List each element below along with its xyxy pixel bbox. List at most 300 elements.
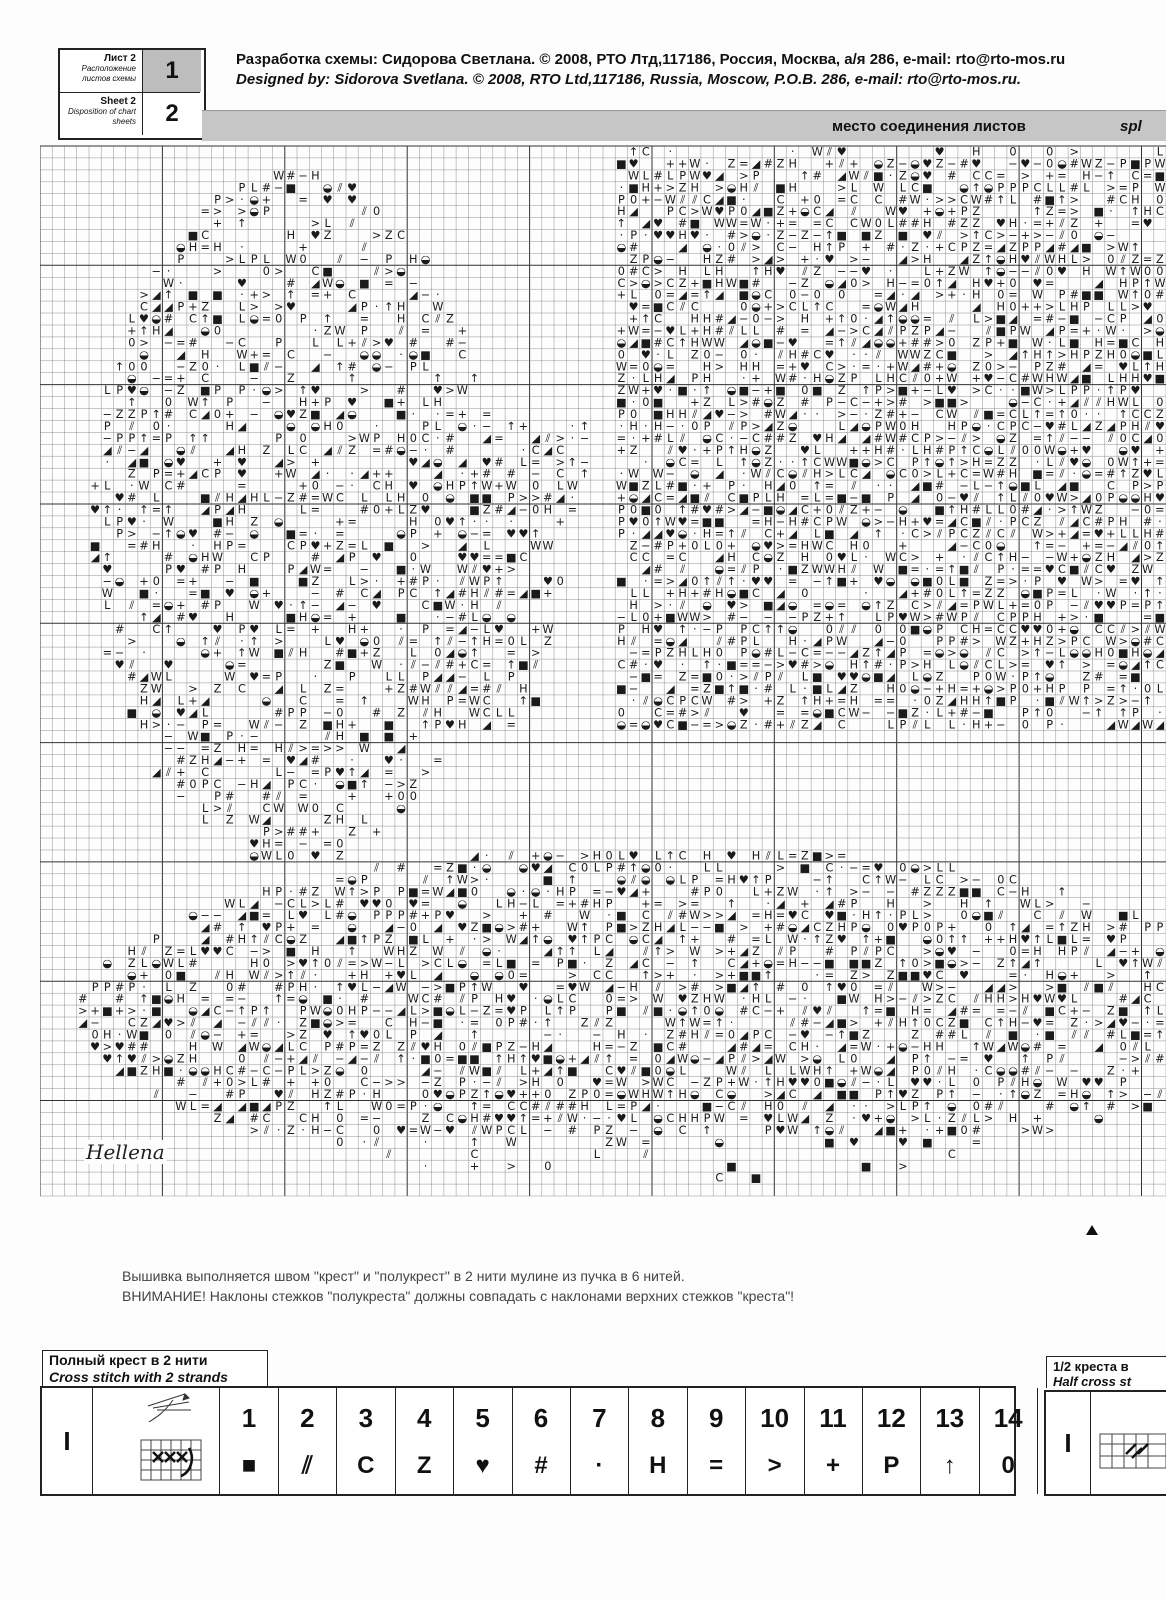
svg-text:#: # xyxy=(1093,670,1104,684)
svg-text:+: + xyxy=(212,1076,223,1090)
svg-text:⫽: ⫽ xyxy=(851,622,857,636)
svg-text:♥: ♥ xyxy=(481,563,492,577)
svg-text:⫽: ⫽ xyxy=(802,467,808,481)
svg-text:C: C xyxy=(788,1040,797,1054)
svg-text:■: ■ xyxy=(199,384,211,398)
svg-text:+: + xyxy=(261,193,272,207)
svg-text:·: · xyxy=(1047,336,1052,350)
svg-text:+: + xyxy=(751,372,761,386)
svg-text:♥: ♥ xyxy=(408,897,419,911)
svg-text:Z: Z xyxy=(311,575,320,589)
svg-text:■: ■ xyxy=(762,599,774,612)
svg-text:+: + xyxy=(224,408,235,421)
svg-text:−: − xyxy=(151,264,162,278)
svg-text:C: C xyxy=(996,527,1005,541)
svg-text:P: P xyxy=(666,205,674,219)
svg-text:W: W xyxy=(946,408,958,421)
svg-text:−: − xyxy=(800,956,810,970)
svg-text:L: L xyxy=(814,527,821,541)
svg-text:■: ■ xyxy=(358,730,370,744)
svg-text:↑: ↑ xyxy=(1106,169,1116,183)
svg-text:L: L xyxy=(642,372,649,386)
svg-text:0: 0 xyxy=(776,1100,785,1114)
svg-text:L: L xyxy=(483,670,490,684)
svg-text:0: 0 xyxy=(434,515,442,529)
svg-text:W: W xyxy=(566,921,578,935)
svg-text:◢: ◢ xyxy=(1143,431,1152,445)
svg-text:−: − xyxy=(518,1040,529,1054)
svg-text:P: P xyxy=(1070,634,1078,648)
svg-text:Z: Z xyxy=(409,777,418,791)
svg-text:+: + xyxy=(114,1004,125,1018)
svg-text:P: P xyxy=(299,539,307,553)
svg-text:↑: ↑ xyxy=(812,1124,822,1137)
svg-text:♥: ♥ xyxy=(653,718,664,732)
svg-text:■: ■ xyxy=(1068,336,1080,350)
svg-text:=: = xyxy=(286,992,296,1006)
svg-text:>: > xyxy=(359,384,370,398)
svg-text:+: + xyxy=(567,897,578,911)
svg-text:·: · xyxy=(607,1112,611,1125)
svg-text:W: W xyxy=(885,431,897,445)
svg-text:0: 0 xyxy=(1033,491,1042,505)
svg-text:C: C xyxy=(568,992,577,1006)
svg-text:=: = xyxy=(763,1040,773,1054)
svg-text:H: H xyxy=(886,276,895,290)
svg-text:−: − xyxy=(971,873,982,887)
svg-text:P: P xyxy=(1144,599,1152,612)
svg-text:0: 0 xyxy=(1046,264,1054,278)
svg-text:P: P xyxy=(1119,933,1127,946)
svg-text:◢: ◢ xyxy=(1020,956,1030,970)
svg-text:◢: ◢ xyxy=(751,157,761,171)
svg-text:>: > xyxy=(420,956,431,970)
svg-text:◒: ◒ xyxy=(934,646,945,660)
svg-text:0: 0 xyxy=(213,324,222,338)
svg-text:⫽: ⫽ xyxy=(912,718,918,732)
svg-text:+: + xyxy=(176,467,186,481)
svg-text:◢: ◢ xyxy=(849,527,859,541)
svg-text:·: · xyxy=(937,1076,942,1090)
svg-text:+: + xyxy=(665,587,676,600)
svg-text:#: # xyxy=(298,491,308,505)
svg-text:−: − xyxy=(163,742,174,756)
svg-text:−: − xyxy=(592,1028,602,1042)
svg-text:↑: ↑ xyxy=(114,360,125,374)
svg-text:L: L xyxy=(1058,336,1066,350)
svg-text:=: = xyxy=(653,575,663,589)
svg-text:>: > xyxy=(763,1088,773,1102)
svg-text:■: ■ xyxy=(469,491,480,505)
svg-text:0: 0 xyxy=(262,264,270,278)
svg-text:0: 0 xyxy=(850,276,858,290)
svg-text:=: = xyxy=(1057,587,1067,600)
svg-text:C: C xyxy=(189,408,197,421)
svg-text:◒: ◒ xyxy=(457,897,468,911)
svg-text:=: = xyxy=(200,1100,210,1114)
svg-text:⫽: ⫽ xyxy=(300,968,306,982)
svg-text:0: 0 xyxy=(201,360,209,374)
svg-text:0: 0 xyxy=(703,1004,711,1018)
svg-text:◒: ◒ xyxy=(542,992,553,1006)
svg-text:+: + xyxy=(359,646,370,660)
svg-text:C: C xyxy=(666,1112,675,1125)
svg-text:−: − xyxy=(641,539,651,553)
svg-text:·: · xyxy=(680,420,685,433)
svg-text:0: 0 xyxy=(899,682,907,696)
svg-text:0: 0 xyxy=(813,288,821,302)
svg-text:−: − xyxy=(983,479,994,493)
svg-text:◢: ◢ xyxy=(1020,921,1030,935)
svg-text:C: C xyxy=(641,264,650,278)
svg-text:⫽: ⫽ xyxy=(728,324,735,338)
svg-text:■: ■ xyxy=(322,264,333,278)
svg-text:P: P xyxy=(238,1088,246,1102)
svg-text:0: 0 xyxy=(434,646,442,660)
svg-text:◒: ◒ xyxy=(689,1052,700,1066)
svg-text:·: · xyxy=(852,909,856,923)
svg-text:>: > xyxy=(322,742,333,756)
svg-text:P: P xyxy=(360,300,368,314)
svg-text:H: H xyxy=(837,921,846,935)
svg-text:−: − xyxy=(188,1088,198,1102)
svg-text:◢: ◢ xyxy=(445,646,455,660)
svg-text:0: 0 xyxy=(936,587,944,600)
svg-text:⫽: ⫽ xyxy=(680,599,686,612)
svg-text:>: > xyxy=(665,575,676,589)
svg-text:·: · xyxy=(815,885,819,899)
svg-text:#: # xyxy=(396,384,406,398)
svg-text:=: = xyxy=(224,992,235,1006)
svg-text:#: # xyxy=(763,157,773,171)
svg-text:⫽: ⫽ xyxy=(777,348,784,362)
svg-text:+: + xyxy=(176,599,186,612)
svg-text:C: C xyxy=(703,193,711,207)
svg-text:◒: ◒ xyxy=(640,276,651,290)
svg-text:W: W xyxy=(897,360,909,374)
svg-text:C: C xyxy=(947,241,956,254)
svg-text:·: · xyxy=(1096,384,1101,398)
svg-text:W: W xyxy=(273,169,285,183)
svg-text:W: W xyxy=(1019,324,1031,338)
svg-text:■: ■ xyxy=(212,312,223,326)
svg-text:−: − xyxy=(420,980,431,994)
svg-text:#: # xyxy=(677,1040,688,1054)
svg-text:#: # xyxy=(873,431,884,445)
svg-text:↑: ↑ xyxy=(286,968,296,982)
svg-text:♥: ♥ xyxy=(1105,563,1116,577)
svg-text:+: + xyxy=(812,503,822,517)
svg-text:·: · xyxy=(570,491,575,505)
svg-text:#: # xyxy=(408,575,419,589)
svg-text:P: P xyxy=(360,1004,368,1018)
svg-text:⫽: ⫽ xyxy=(190,1028,196,1042)
svg-text:>: > xyxy=(1020,1124,1031,1137)
svg-text:>: > xyxy=(775,300,786,314)
svg-text:0: 0 xyxy=(1046,145,1054,159)
svg-text:>: > xyxy=(959,396,969,410)
svg-text:#: # xyxy=(714,312,725,326)
svg-text:◢: ◢ xyxy=(421,1064,430,1078)
svg-text:H: H xyxy=(1069,348,1079,362)
svg-text:C: C xyxy=(813,921,822,935)
svg-text:>: > xyxy=(628,992,639,1006)
designer-credit-en: Designed by: Sidorova Svetlana. © 2008, RTO Ltd,117186, Russia, Moscow, P.O.B. 286, e-mail: rto@rto-mos.ru. xyxy=(236,71,1022,88)
svg-text:>: > xyxy=(628,276,639,290)
svg-text:L: L xyxy=(642,169,649,183)
svg-text:−: − xyxy=(751,384,761,398)
svg-text:↑: ↑ xyxy=(469,372,480,386)
legend-item-number: 14 xyxy=(993,1403,1023,1433)
svg-text:↑: ↑ xyxy=(677,336,688,350)
svg-text:>: > xyxy=(959,455,969,469)
svg-text:=: = xyxy=(1142,610,1153,624)
svg-text:>: > xyxy=(1020,169,1031,183)
svg-text:>: > xyxy=(506,563,516,577)
svg-text:■: ■ xyxy=(285,527,297,541)
svg-text:■: ■ xyxy=(640,1064,652,1078)
svg-text:Z: Z xyxy=(213,1112,222,1125)
svg-text:L: L xyxy=(1132,360,1139,374)
svg-text:Z: Z xyxy=(176,1052,185,1066)
svg-text:0: 0 xyxy=(409,431,417,445)
svg-text:◒: ◒ xyxy=(726,587,737,600)
svg-text:■: ■ xyxy=(1068,479,1080,493)
svg-text:·: · xyxy=(1084,1016,1089,1030)
svg-text:H: H xyxy=(225,515,234,529)
svg-text:⫽: ⫽ xyxy=(839,157,845,171)
svg-text:·: · xyxy=(925,706,930,720)
svg-text:P: P xyxy=(103,980,111,994)
svg-text:C: C xyxy=(715,1088,724,1102)
svg-text:■: ■ xyxy=(836,575,848,589)
svg-text:Z: Z xyxy=(446,312,454,326)
svg-text:=: = xyxy=(420,885,431,899)
svg-text:>: > xyxy=(959,229,969,243)
svg-text:⫽: ⫽ xyxy=(1034,264,1041,278)
svg-text:Z: Z xyxy=(641,921,650,935)
svg-text:=: = xyxy=(310,491,321,505)
svg-text:L: L xyxy=(765,491,772,505)
svg-text:L: L xyxy=(459,1004,466,1018)
svg-text:P: P xyxy=(409,1100,417,1114)
svg-text:=: = xyxy=(836,849,847,863)
svg-text:P: P xyxy=(1107,515,1115,529)
svg-text:P: P xyxy=(593,1124,601,1137)
svg-text:L: L xyxy=(838,420,845,433)
svg-text:−: − xyxy=(849,491,859,505)
svg-text:⫽: ⫽ xyxy=(1145,420,1151,433)
svg-text:#: # xyxy=(665,479,676,493)
svg-text:0: 0 xyxy=(544,1159,552,1173)
svg-text:−: − xyxy=(616,610,627,624)
svg-text:◒: ◒ xyxy=(689,467,700,481)
svg-text:C: C xyxy=(874,193,883,207)
svg-text:−: − xyxy=(592,1112,602,1125)
svg-text:⫽: ⫽ xyxy=(680,300,686,314)
svg-text:·: · xyxy=(570,431,575,445)
svg-text:■: ■ xyxy=(505,956,517,970)
svg-text:#: # xyxy=(286,825,296,839)
svg-text:◒: ◒ xyxy=(432,1100,443,1114)
svg-text:H: H xyxy=(751,360,761,374)
svg-text:·: · xyxy=(668,1004,673,1018)
svg-text:■: ■ xyxy=(187,229,199,243)
svg-text:Z: Z xyxy=(507,1040,516,1054)
svg-text:H: H xyxy=(898,515,908,529)
svg-text:◢: ◢ xyxy=(188,706,198,720)
svg-text:=: = xyxy=(665,551,676,565)
svg-text:#: # xyxy=(775,431,786,445)
svg-text:−: − xyxy=(885,634,896,648)
svg-text:P: P xyxy=(874,1088,882,1102)
svg-text:+: + xyxy=(885,1040,896,1054)
svg-text:P: P xyxy=(397,885,405,899)
svg-text:◒: ◒ xyxy=(457,527,468,541)
svg-text:0: 0 xyxy=(654,1052,662,1066)
svg-text:C: C xyxy=(752,622,760,636)
svg-text:W: W xyxy=(309,1004,321,1018)
svg-text:Z: Z xyxy=(617,372,626,386)
svg-text:−: − xyxy=(775,336,786,350)
svg-text:+: + xyxy=(335,515,345,529)
svg-text:↑: ↑ xyxy=(775,622,786,636)
svg-text:=: = xyxy=(983,622,994,636)
svg-text:◢: ◢ xyxy=(812,634,822,648)
svg-text:↑: ↑ xyxy=(1155,575,1165,589)
svg-text:=: = xyxy=(861,360,871,374)
svg-text:+: + xyxy=(861,241,871,254)
svg-text:◒: ◒ xyxy=(616,1088,627,1102)
svg-text:Z: Z xyxy=(996,455,1005,469)
svg-text:+: + xyxy=(90,1004,100,1018)
svg-text:⫽: ⫽ xyxy=(1034,252,1041,266)
svg-text:>: > xyxy=(1142,551,1153,565)
svg-text:C: C xyxy=(470,1147,479,1161)
svg-text:◢: ◢ xyxy=(714,551,724,565)
svg-text:◢: ◢ xyxy=(225,503,235,517)
svg-text:♥: ♥ xyxy=(200,945,211,958)
svg-text:=: = xyxy=(739,1112,749,1125)
svg-text:L: L xyxy=(1083,181,1090,195)
svg-text:◒: ◒ xyxy=(126,968,137,982)
svg-text:>: > xyxy=(1057,503,1067,517)
svg-text:■: ■ xyxy=(873,169,884,183)
svg-text:H: H xyxy=(702,324,712,338)
svg-text:W: W xyxy=(1044,443,1056,457)
svg-text:L: L xyxy=(299,682,307,696)
svg-text:Z: Z xyxy=(140,1064,148,1078)
svg-text:#: # xyxy=(506,467,516,481)
svg-text:◒: ◒ xyxy=(1008,479,1018,493)
svg-text:H: H xyxy=(690,181,700,195)
svg-text:·: · xyxy=(644,455,648,469)
svg-text:>: > xyxy=(922,909,933,923)
svg-text:◢: ◢ xyxy=(653,933,663,946)
svg-text:♥: ♥ xyxy=(701,503,713,517)
svg-text:L: L xyxy=(348,575,356,589)
svg-text:>: > xyxy=(506,921,516,935)
svg-text:+: + xyxy=(469,467,480,481)
svg-text:H: H xyxy=(800,1040,810,1054)
svg-text:◢: ◢ xyxy=(151,300,161,314)
svg-text:⫽: ⫽ xyxy=(1059,1052,1065,1066)
svg-text:+: + xyxy=(800,897,810,911)
svg-text:Z: Z xyxy=(923,885,932,899)
svg-text:W: W xyxy=(811,563,823,577)
svg-text:Z: Z xyxy=(972,527,981,541)
svg-text:⫽: ⫽ xyxy=(263,718,269,732)
svg-text:P: P xyxy=(458,980,466,994)
svg-text:♥: ♥ xyxy=(175,455,186,469)
svg-text:W: W xyxy=(383,945,395,958)
svg-text:C: C xyxy=(311,264,320,278)
svg-text:−: − xyxy=(996,372,1006,386)
svg-text:0: 0 xyxy=(789,288,797,302)
svg-text:♥: ♥ xyxy=(971,157,982,171)
svg-text:L: L xyxy=(299,1064,307,1078)
svg-text:Z: Z xyxy=(617,384,626,398)
svg-text:=: = xyxy=(518,968,529,982)
svg-text:=: = xyxy=(359,1040,370,1054)
svg-text:H: H xyxy=(788,157,797,171)
legend-item-number: 1 xyxy=(241,1403,257,1433)
svg-text:■: ■ xyxy=(921,181,933,195)
svg-text:P: P xyxy=(899,324,907,338)
svg-text:■: ■ xyxy=(677,384,688,398)
svg-text:W: W xyxy=(799,1064,811,1078)
svg-text:■: ■ xyxy=(726,193,737,207)
svg-text:+: + xyxy=(873,1112,884,1125)
svg-text:+: + xyxy=(934,360,945,374)
svg-text:=: = xyxy=(200,992,210,1006)
svg-text:+: + xyxy=(898,336,908,350)
svg-text:·: · xyxy=(301,1124,305,1137)
svg-text:+: + xyxy=(555,515,565,529)
svg-text:#: # xyxy=(188,336,198,350)
svg-text:♥: ♥ xyxy=(775,264,786,278)
svg-text:=: = xyxy=(836,694,847,708)
svg-text:↑: ↑ xyxy=(800,169,810,183)
svg-text:◒: ◒ xyxy=(445,491,455,505)
svg-text:=: = xyxy=(481,408,492,421)
svg-text:W: W xyxy=(248,599,260,612)
svg-text:◢: ◢ xyxy=(776,599,785,612)
svg-text:W: W xyxy=(872,563,884,577)
svg-text:−: − xyxy=(176,742,186,756)
svg-text:♥: ♥ xyxy=(653,622,664,636)
svg-text:Z: Z xyxy=(372,1040,381,1054)
svg-text:>: > xyxy=(1118,634,1128,648)
svg-text:L: L xyxy=(275,766,282,779)
svg-text:■: ■ xyxy=(444,980,456,994)
svg-text:−: − xyxy=(543,1028,553,1042)
svg-text:L: L xyxy=(1071,992,1078,1006)
svg-text:#: # xyxy=(139,539,149,553)
svg-text:W: W xyxy=(456,873,468,887)
svg-text:◒: ◒ xyxy=(1008,396,1018,410)
svg-text:Z: Z xyxy=(397,682,405,696)
svg-text:↑: ↑ xyxy=(567,873,578,887)
svg-text:⫽: ⫽ xyxy=(190,443,196,457)
svg-text:0: 0 xyxy=(1009,145,1017,159)
svg-text:=: = xyxy=(959,599,969,612)
svg-text:H: H xyxy=(690,336,700,350)
svg-text:W: W xyxy=(419,563,432,577)
svg-text:♥: ♥ xyxy=(873,861,884,875)
svg-text:#: # xyxy=(628,264,639,278)
svg-text:=: = xyxy=(800,491,810,505)
